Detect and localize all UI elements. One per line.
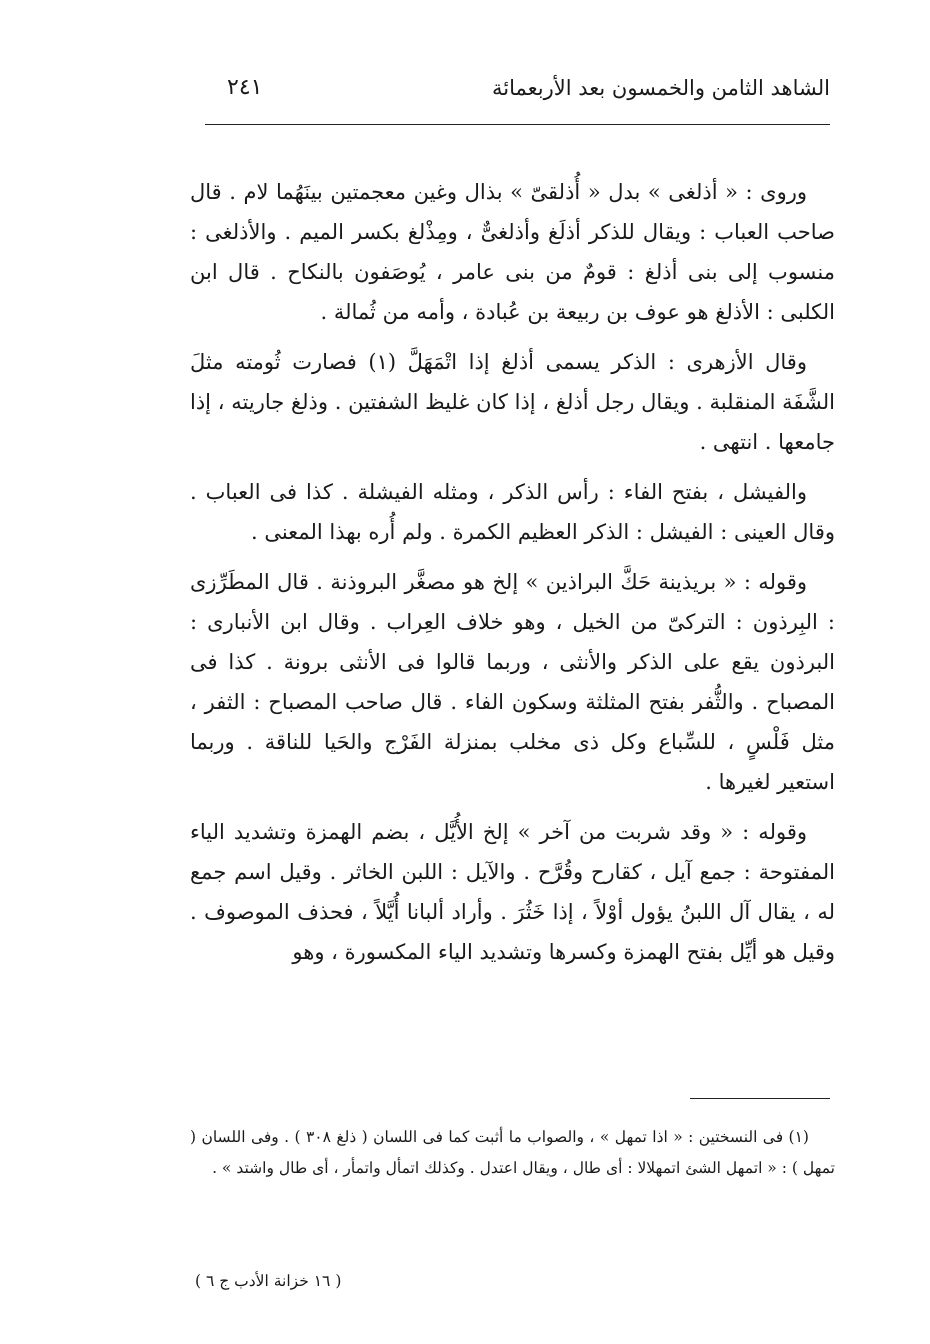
footnote-rule	[690, 1098, 830, 1099]
paragraph-1: وروى : « أذلغى » بدل « أُذلقىّ » بذال وغين معجمتين بينَهُما لام . قال صاحب العباب : ويقال للذكر أذلَغ وأذلغىٌّ ، ومِذْلغ بكسر الميم . والأذلغى : منسوب إلى بنى أذلغ : قومٌ من بنى عامر ، يُوصَفون بالنكاح . قال ابن الكلبى : الأذلغ هو عوف بن ربيعة بن عُبادة ، وأمه من ثُمالة .	[190, 180, 835, 324]
paragraph-5: وقوله : « وقد شربت من آخر » إلخ الأُيَّل ، بضم الهمزة وتشديد الياء المفتوحة : جمع آيل ، كقارح وقُرَّح . والآيل : اللبن الخاثر . وقيل اسم جمع له ، يقال آل اللبنُ يؤول أوْلاً ، إذا خَثُرَ . وأراد ألبانا أُيَّلاً ، فحذف الموصوف . وقيل هو أيِّل بفتح الهمزة وكسرها وتشديد الياء المكسورة ، وهو	[190, 820, 836, 964]
header-rule	[205, 124, 830, 125]
paragraph-4: وقوله : « بريذينة حَكَّ البراذين » إلخ هو مصغَّر البروذنة . قال المطَرِّزى : البِرذون : التركىّ من الخيل ، وهو خلاف العِراب . وقال ابن الأنبارى : البرذون يقع على الذكر والأنثى ، وربما قالوا فى الأنثى برونة . كذا فى المصباح . والثُّفر بفتح المثلثة وسكون الفاء . قال صاحب المصباح : الثفر ، مثل فَلْسٍ ، للسِّباع وكل ذى مخلب بمنزلة الفَرْج والحَيا للناقة . وربما استعير لغيرها .	[190, 570, 835, 794]
footnotes	[190, 1122, 835, 1184]
running-title: الشاهد الثامن والخمسون بعد الأربعمائة	[491, 76, 830, 100]
page-number: ٢٤١	[227, 75, 263, 100]
paragraph-2: وقال الأزهرى : الذكر يسمى أذلغ إذا اتْمَهَلَّ (١) فصارت ثُومته مثلَ الشَّفَة المنقلبة . ويقال رجل أذلغ ، إذا كان غليظ الشفتين . وذلغ جاريته ، إذا جامعها . انتهى .	[190, 350, 835, 454]
footnote-1: (١) فى النسختين : « اذا تمهل » ، والصواب ما أثبت كما فى اللسان ( ذلغ ٣٠٨ ) . وفى اللسان ( تمهل ) : « اتمهل الشئ اتمهلالا : أى طال ، ويقال اعتدل . وكذلك اتمأل واتمأر ، أى طال واشتد » .	[190, 1128, 835, 1177]
running-head	[205, 72, 830, 112]
paragraph-3: والفيشل ، بفتح الفاء : رأس الذكر ، ومثله الفيشلة . كذا فى العباب . وقال العينى : الفيشل : الذكر العظيم الكمرة . ولم أُره بهذا المعنى .	[190, 480, 835, 544]
main-text	[190, 172, 835, 982]
signature-mark: ( ١٦ خزانة الأدب ج ٦ )	[195, 1272, 342, 1290]
